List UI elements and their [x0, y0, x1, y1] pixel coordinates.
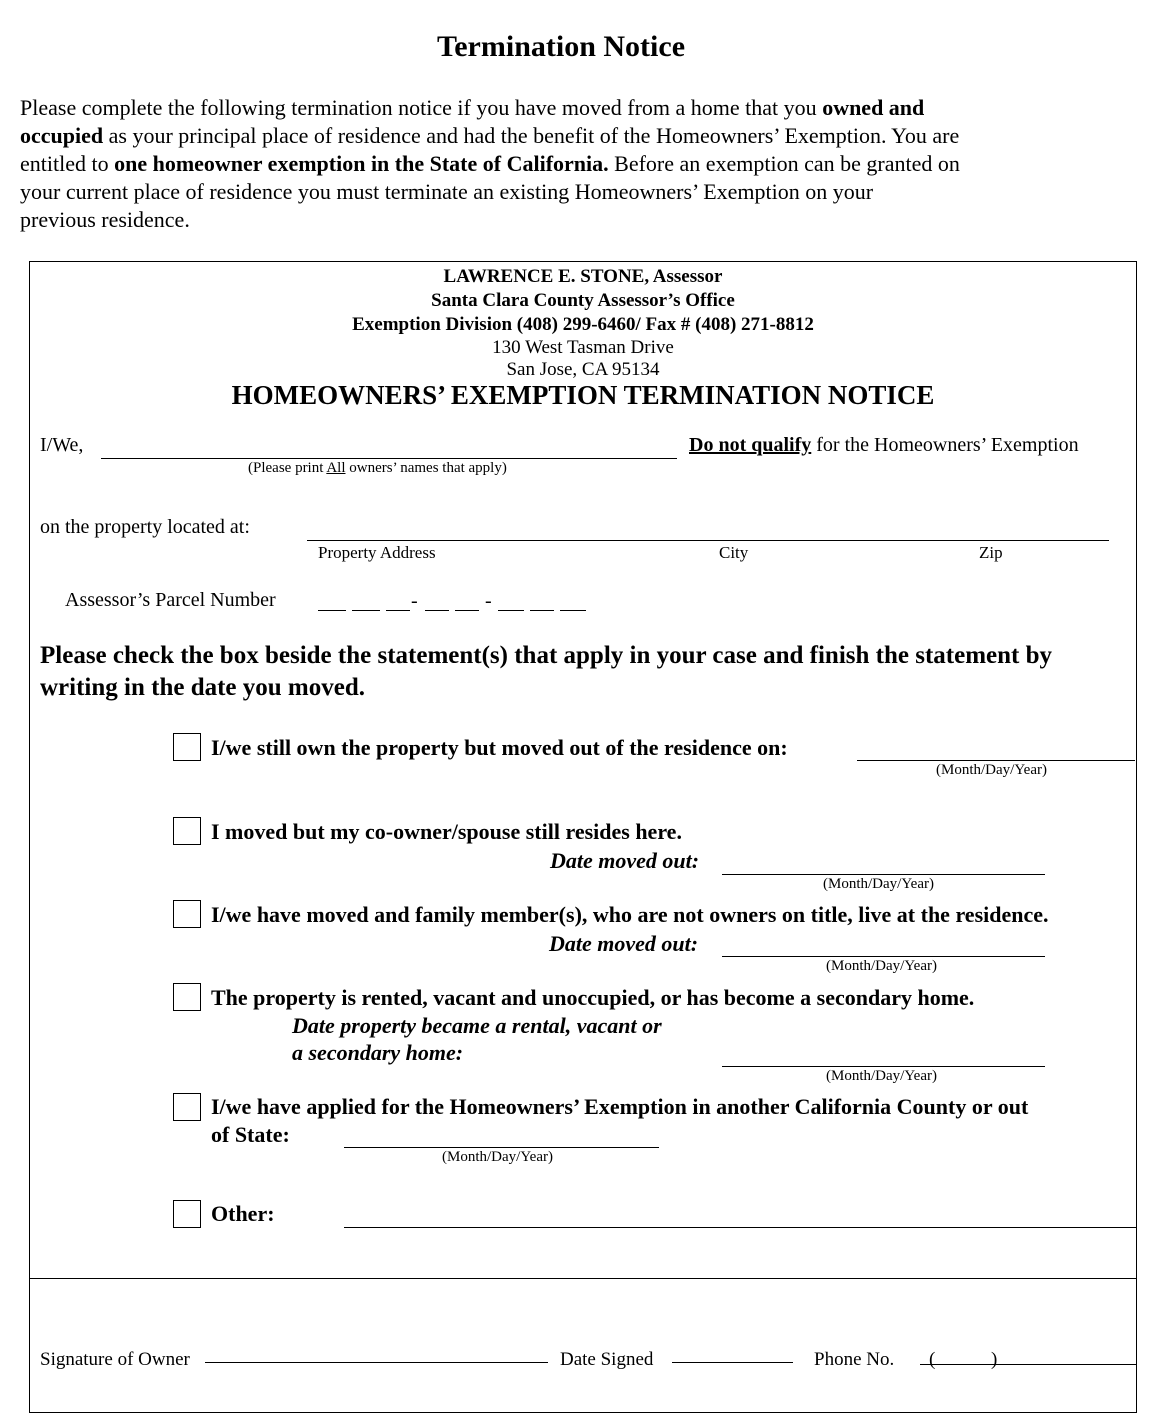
parcel-digit-field[interactable]	[318, 610, 346, 611]
option-3-date-label: Date moved out:	[549, 931, 699, 956]
option-4-date-label: Date property became a rental, vacant or	[292, 1013, 662, 1038]
office-city: San Jose, CA 95134	[506, 359, 660, 380]
assessor-name: LAWRENCE E. STONE, Assessor	[443, 266, 723, 287]
owners-label: I/We,	[40, 434, 84, 456]
option-checkbox[interactable]	[173, 817, 201, 845]
option-checkbox[interactable]	[173, 733, 201, 761]
option-4-date-field[interactable]	[722, 1066, 1045, 1067]
intro-bold-text: occupied	[20, 123, 104, 148]
option-checkbox[interactable]	[173, 1200, 201, 1228]
parcel-label: Assessor’s Parcel Number	[65, 589, 276, 611]
parcel-separator: -	[485, 590, 492, 612]
parcel-separator: -	[411, 590, 418, 612]
parcel-digit-field[interactable]	[386, 610, 410, 611]
property-address-field[interactable]	[307, 540, 1109, 541]
intro-text: entitled to	[20, 151, 115, 176]
owners-hint-all: All	[326, 460, 346, 476]
notice-title: HOMEOWNERS’ EXEMPTION TERMINATION NOTICE	[231, 380, 935, 410]
option-5-text: I/we have applied for the Homeowners’ Exemption in another California County or out	[211, 1094, 1029, 1119]
parcel-digit-field[interactable]	[530, 610, 554, 611]
intro-text: Please complete the following termination notice if you have moved from a home that you	[20, 95, 823, 120]
option-5-text: of State:	[211, 1122, 290, 1147]
option-4-date-label: a secondary home:	[292, 1040, 464, 1065]
do-not-qualify: Do not qualify	[689, 434, 812, 456]
option-3-text: I/we have moved and family member(s), who are not owners on title, live at the residence.	[211, 902, 1049, 927]
qualify-rest: for the Homeowners’ Exemption	[811, 434, 1079, 456]
signature-owner-label: Signature of Owner	[40, 1349, 190, 1370]
option-checkbox[interactable]	[173, 983, 201, 1011]
signature-field[interactable]	[205, 1362, 548, 1363]
intro-text: your current place of residence you must terminate an existing Homeowners’ Exemption on your	[20, 179, 874, 204]
option-checkbox[interactable]	[173, 1093, 201, 1121]
phone-paren-open: (	[929, 1349, 936, 1370]
owners-name-field[interactable]	[101, 458, 677, 459]
date-caption: (Month/Day/Year)	[823, 876, 934, 892]
owners-hint-text: (Please print	[248, 460, 327, 476]
date-caption: (Month/Day/Year)	[826, 958, 937, 974]
phone-label: Phone No.	[814, 1349, 895, 1370]
qualify-statement	[689, 434, 1079, 457]
parcel-digit-field[interactable]	[425, 610, 449, 611]
option-2-text: I moved but my co-owner/spouse still resides here.	[211, 819, 682, 844]
date-caption: (Month/Day/Year)	[936, 762, 1047, 778]
phone-field[interactable]	[920, 1364, 1136, 1365]
option-2-date-label: Date moved out:	[550, 848, 700, 873]
intro-text: previous residence.	[20, 207, 190, 232]
intro-bold-text: one homeowner exemption in the State of California.	[114, 151, 609, 176]
city-caption: City	[719, 543, 749, 562]
page-title: Termination Notice	[436, 30, 686, 63]
parcel-digit-field[interactable]	[352, 610, 380, 611]
option-5-date-field[interactable]	[344, 1147, 659, 1148]
option-3-date-field[interactable]	[722, 956, 1045, 957]
option-1-date-field[interactable]	[857, 760, 1135, 761]
intro-bold-text: owned and	[822, 95, 925, 120]
zip-caption: Zip	[979, 543, 1003, 562]
other-field[interactable]	[344, 1227, 1136, 1228]
intro-text: Before an exemption can be granted on	[608, 151, 960, 176]
office-name: Santa Clara County Assessor’s Office	[431, 290, 735, 311]
date-signed-field[interactable]	[672, 1362, 793, 1363]
date-signed-label: Date Signed	[560, 1349, 654, 1370]
signature-divider	[29, 1278, 1137, 1279]
intro-paragraph	[20, 94, 1120, 234]
phone-paren-close: )	[991, 1349, 998, 1370]
division-contact: Exemption Division (408) 299-6460/ Fax # (408) 271-8812	[352, 314, 814, 335]
office-street: 130 West Tasman Drive	[492, 337, 674, 358]
option-checkbox[interactable]	[173, 900, 201, 928]
option-1-text: I/we still own the property but moved out of the residence on:	[211, 735, 788, 760]
parcel-digit-field[interactable]	[560, 610, 586, 611]
parcel-digit-field[interactable]	[498, 610, 524, 611]
option-2-date-field[interactable]	[722, 874, 1045, 875]
date-caption: (Month/Day/Year)	[826, 1068, 937, 1084]
intro-text: as your principal place of residence and had the benefit of the Homeowners’ Exemption. You are	[103, 123, 960, 148]
property-label: on the property located at:	[40, 516, 250, 538]
owners-hint-text: owners’ names that apply)	[345, 460, 507, 476]
option-4-text: The property is rented, vacant and unoccupied, or has become a secondary home.	[211, 985, 975, 1010]
option-6-text: Other:	[211, 1201, 275, 1226]
date-caption: (Month/Day/Year)	[442, 1149, 553, 1165]
property-address-caption: Property Address	[318, 543, 436, 562]
check-instructions: Please check the box beside the statement(s) that apply in your case and finish the statement by writing in the date you moved.	[40, 642, 1053, 701]
parcel-digit-field[interactable]	[455, 610, 479, 611]
owners-hint	[248, 460, 507, 477]
